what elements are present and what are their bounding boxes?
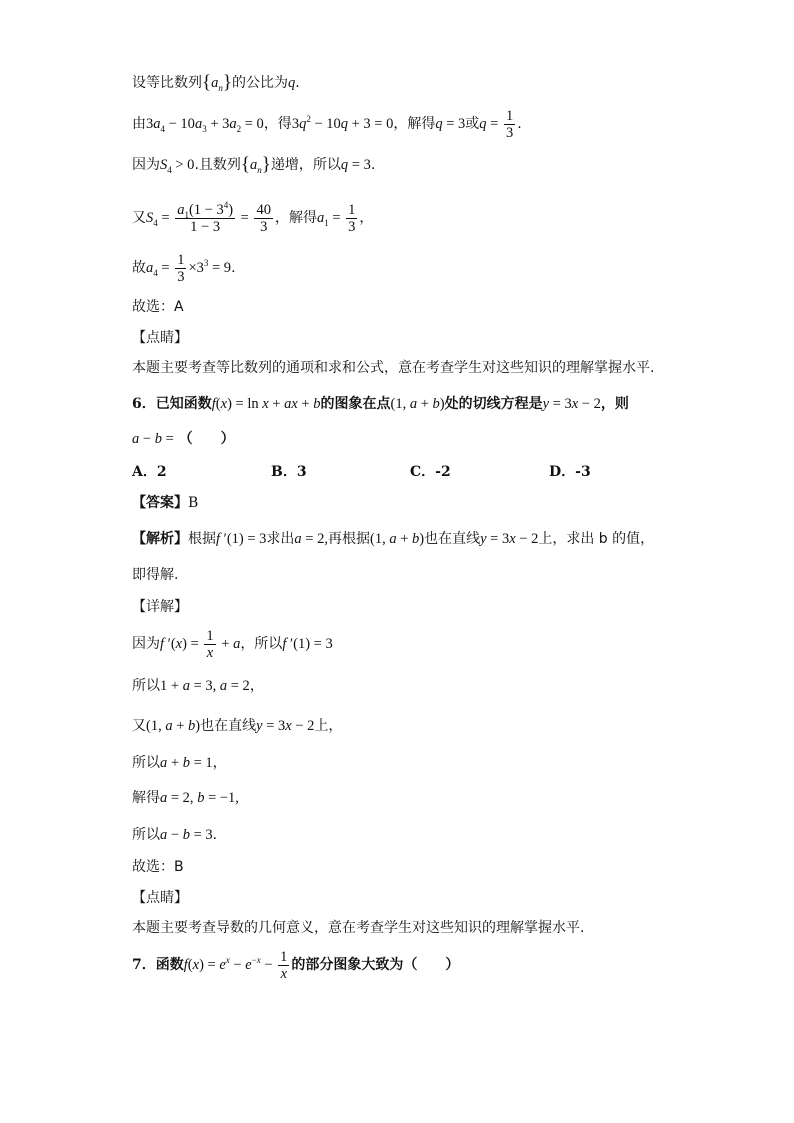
math-point: (1, a + b) [390,396,445,412]
math-tangent-line: y = 3x − 2 [542,396,601,412]
heading-dianjing-1: 【点睛】 [132,330,188,346]
math-a-plus-b: a + b = 1 [160,755,213,771]
text: 也在直线 [200,718,257,734]
math-point: (1, a + b) [369,531,425,547]
math-function-7: $f(x) = e^x - e^{-x}$ − $\frac{1}{x}$ [183,949,288,983]
detail-line-3 [132,717,342,735]
math-a-minus-b: a − b = [132,431,174,447]
line-increasing: 因为$S_4 > 0$.且数列$\{a_n\}$递增，所以q = 3. [132,154,376,175]
text: 上， [314,718,343,734]
text: 函数 [155,957,184,973]
math-q-3: q = 3 [435,116,466,132]
math-recurrence: $3a_4 - 10a_3 + 3a_2 = 0$ [146,116,264,134]
line-s4-sum: 又$S_4$ = $\frac{a_1(1 - 3^4)}{1 - 3}$ = $\frac{40}{3}$ ，解得$a_1$ = $\frac{1}{3}$ ， [132,200,374,236]
text: 的图象在点 [320,396,391,412]
math-s4-positive: $S_4 > 0$ [160,157,195,175]
line-common-ratio: 设等比数列$\{a_n\}$的公比为q. [132,72,300,93]
text: 递增，所以 [270,157,341,173]
math-q: q [288,75,296,91]
math-function: f(x) = ln x + ax + b [211,396,321,412]
text: 又 [132,210,146,226]
line-equation-solve: 由$3a_4 - 10a_3 + 3a_2 = 0$，得$3q^2 - 10q + 3 = 0$，解得q = 3或q = $\frac{1}{3}$ . [132,108,522,142]
text: ，得 [263,116,292,132]
line-a4-result: 故$a_4$ = $\frac{1}{3}$ $\times 3^3 = 9$. [132,252,236,286]
text: 再根据 [327,531,370,547]
math-derivative: f ′(x) = $\frac{1}{x}$ + a [160,628,241,662]
answer-value: B [188,495,199,511]
analysis-tag: 【解析】 [132,531,188,547]
math-quadratic: $3q^2 - 10q + 3 = 0$ [291,114,394,132]
math-line: y = 3x − 2 [480,531,539,547]
text: ，解得 [274,210,317,226]
text: 由 [132,116,146,132]
detail-line-2: 所以1 + a = 3, a = 2， [132,678,264,694]
text: 的公比为 [232,75,288,91]
text: 解得 [132,790,160,806]
question-number: 6． [132,396,156,412]
detail-line-4: 所以a + b = 1， [132,755,227,771]
text: 因为 [132,157,160,173]
text: 所以 [132,678,160,694]
question-7 [132,944,459,986]
text: .且数列 [194,157,241,173]
question-6-cont [132,430,235,448]
math-q-equals-3: q = 3 [340,157,371,173]
math-sequence: $\{a_n\}$ [240,154,271,175]
option-b: B．3 [271,464,307,480]
detail-line-6: 所以a − b = 3. [132,827,218,843]
answer-choice-5: 故选：A [132,299,184,315]
text: 处的切线方程是 [444,396,543,412]
answer-choice-6: 故选：B [132,859,184,875]
math-a4: $a_4$ = $\frac{1}{3}$ $\times 3^3 = 9$ [146,252,232,286]
option-c: C．-2 [410,464,451,480]
math-sequence: $\{a_n\}$ [202,72,232,93]
text: 所以 [132,827,160,843]
math-a-equals-2: a = 2, [294,531,328,547]
math-solution: a = 2, b = −1, [160,790,239,806]
question-number: 7． [132,957,156,973]
text: 所以 [132,755,160,771]
text: 又 [132,718,146,734]
option-a: A．2 [132,464,167,480]
text: 上，求出 b 的值， [538,531,655,547]
math-derivative-at-1: f ′(1) = 3 [282,636,333,652]
answer-tag: 【答案】 [132,495,188,511]
text: 已知函数 [155,396,212,412]
text: 求出 [266,531,295,547]
text: 的部分图象大致为（ ） [291,957,460,973]
detail-line-5 [132,789,239,807]
text: 设等比数列 [132,75,202,91]
text: 也在直线 [424,531,481,547]
math-1-plus-a: 1 + a = 3, a = 2 [160,678,250,694]
answer-line [132,494,198,512]
text: 因为 [132,636,160,652]
summary-5: 本题主要考查等比数列的通项和求和公式，意在考查学生对这些知识的理解掌握水平. [132,360,655,376]
math-line: y = 3x − 2 [256,718,315,734]
summary-6: 本题主要考查导数的几何意义，意在考查学生对这些知识的理解掌握水平. [132,920,585,936]
math-q-third: q = $\frac{1}{3}$ [479,108,514,142]
math-s4-formula: $S_4$ = $\frac{a_1(1 - 3^4)}{1 - 3}$ = $\frac{40}{3}$ [146,200,271,236]
heading-xiangjie: 【详解】 [132,599,188,615]
text: 故 [132,260,146,276]
option-d: D．-3 [549,464,591,480]
math-point: (1, a + b) [146,718,201,734]
text: ，则 [600,396,629,412]
math-a1: $a_1$ = $\frac{1}{3}$ [316,202,356,236]
heading-dianjing-2: 【点睛】 [132,890,188,906]
question-6 [132,395,629,413]
analysis-cont: 即得解. [132,567,179,583]
math-derivative-1: f ′(1) = 3 [216,531,267,547]
text: ，所以 [240,636,283,652]
analysis-line [132,530,654,548]
math-a-minus-b-3: a − b = 3 [160,827,213,843]
text: 根据 [188,531,216,547]
text: ，解得 [393,116,436,132]
options-row [132,463,688,481]
detail-line-1 [132,624,333,664]
text: 或 [465,116,480,132]
text: （ ） [178,431,235,447]
